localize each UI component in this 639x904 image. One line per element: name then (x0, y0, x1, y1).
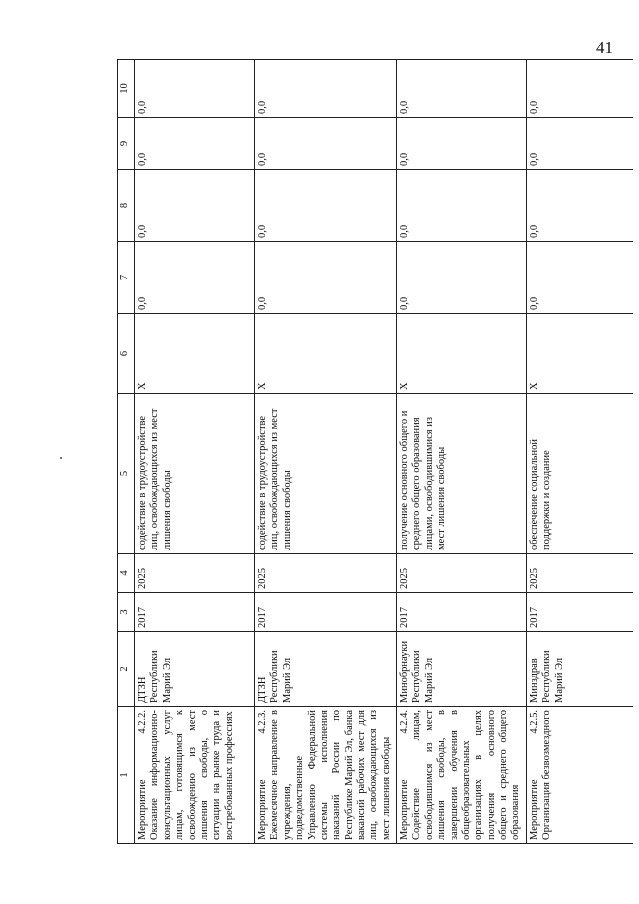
start-year-cell: 2017 (255, 593, 397, 632)
table-row (397, 60, 527, 844)
col6-cell: Х (397, 314, 527, 394)
result-cell: обеспечение социальной поддержки и создание (527, 394, 633, 554)
col9-cell: 0,0 (397, 118, 527, 170)
event-cell: Мероприятие 4.2.2. Оказание информационно-консультационных услуг лицам, готовящимся к освобождению из мест лишения свободы, о ситуации на рынке труда и востребованных профессиях (135, 707, 255, 844)
header-row (118, 60, 135, 844)
col6-cell: Х (255, 314, 397, 394)
col8-cell: 0,0 (135, 170, 255, 242)
header-cell: 10 (118, 60, 135, 118)
col6-cell: Х (527, 314, 633, 394)
header-cell: 7 (118, 242, 135, 314)
end-year-cell: 2025 (397, 554, 527, 593)
header-cell: 5 (118, 394, 135, 554)
col7-cell: 0,0 (397, 242, 527, 314)
col8-cell: 0,0 (255, 170, 397, 242)
executor-cell: Минздрав Республики Марий Эл (527, 632, 633, 707)
executor-cell: ДТЗН Республики Марий Эл (255, 632, 397, 707)
col10-cell: 0,0 (527, 60, 633, 118)
col7-cell: 0,0 (527, 242, 633, 314)
table-row (135, 60, 255, 844)
start-year-cell: 2017 (135, 593, 255, 632)
start-year-cell: 2017 (527, 593, 633, 632)
page-number: 41 (596, 38, 613, 57)
event-cell: Мероприятие 4.2.5. Организация безвозмездного (527, 707, 633, 844)
end-year-cell: 2025 (255, 554, 397, 593)
program-table (117, 59, 633, 844)
col10-cell: 0,0 (255, 60, 397, 118)
header-cell: 4 (118, 554, 135, 593)
result-cell: содействие в трудоустройстве лиц, освобождающихся из мест лишения свободы (255, 394, 397, 554)
col7-cell: 0,0 (135, 242, 255, 314)
col8-cell: 0,0 (527, 170, 633, 242)
header-cell: 9 (118, 118, 135, 170)
result-cell: содействие в трудоустройстве лиц, освобождающихся из мест лишения свободы (135, 394, 255, 554)
col6-cell: Х (135, 314, 255, 394)
col8-cell: 0,0 (397, 170, 527, 242)
event-cell: Мероприятие 4.2.3. Ежемесячное направление в учреждения, подведомственные Управлению Федеральной системы исполнения наказаний России по Республике Марий Эл, банка вакансий рабочих мест для лиц, освобождающихся из мест лишения свободы (255, 707, 397, 844)
end-year-cell: 2025 (527, 554, 633, 593)
col10-cell: 0,0 (135, 60, 255, 118)
table-row (527, 60, 633, 844)
col9-cell: 0,0 (135, 118, 255, 170)
result-cell: получение основного общего и среднего общего образования лицами, освободившимися из мест лишения свободы (397, 394, 527, 554)
executor-cell: ДТЗН Республики Марий Эл (135, 632, 255, 707)
col9-cell: 0,0 (527, 118, 633, 170)
header-cell: 2 (118, 632, 135, 707)
col10-cell: 0,0 (397, 60, 527, 118)
event-cell: Мероприятие 4.2.4. Содействие лицам, освободившимся из мест лишения свободы, в завершении обучения в общеобразовательных организациях в целях получения основного общего и среднего общего образования (397, 707, 527, 844)
col7-cell: 0,0 (255, 242, 397, 314)
rotated-table-container (117, 60, 639, 844)
header-cell: 8 (118, 170, 135, 242)
header-cell: 6 (118, 314, 135, 394)
header-cell: 3 (118, 593, 135, 632)
col9-cell: 0,0 (255, 118, 397, 170)
end-year-cell: 2025 (135, 554, 255, 593)
start-year-cell: 2017 (397, 593, 527, 632)
header-cell: 1 (118, 707, 135, 844)
executor-cell: Минобрнауки Республики Марий Эл (397, 632, 527, 707)
table-row (255, 60, 397, 844)
scan-speck (60, 457, 62, 459)
